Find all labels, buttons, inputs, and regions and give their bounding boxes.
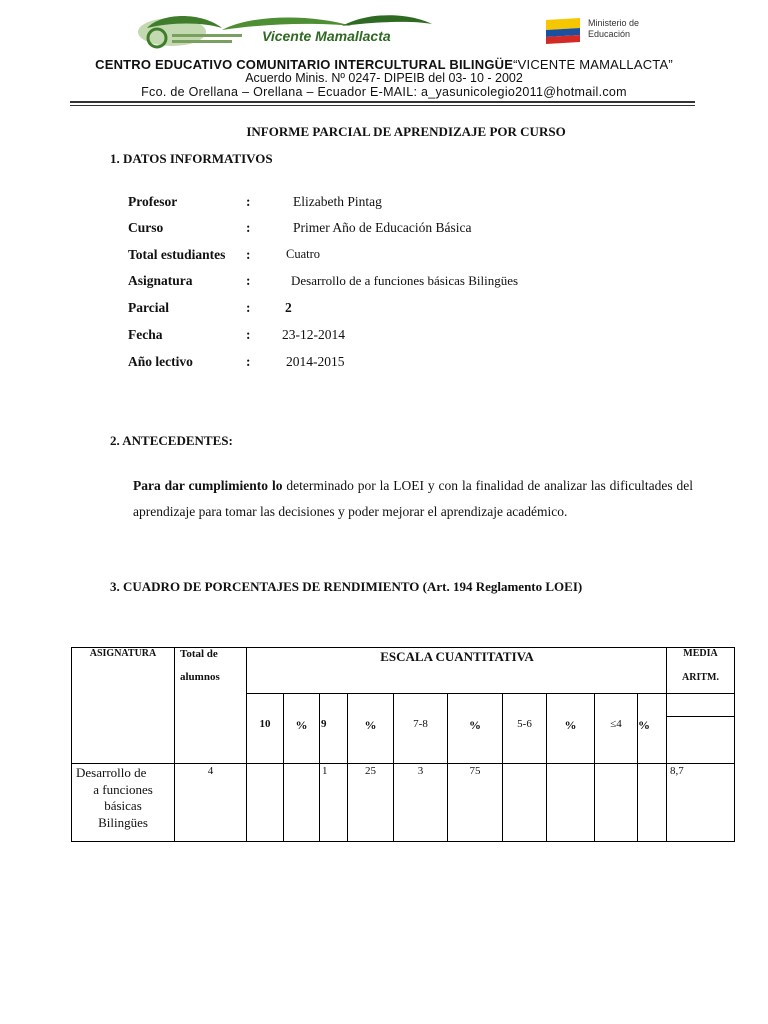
info-value: Elizabeth Pintag: [293, 194, 382, 209]
info-label: Año lectivo: [128, 354, 193, 369]
section-3-heading-tail: Art. 194 Reglamento LOEI): [426, 579, 583, 594]
report-title: INFORME PARCIAL DE APRENDIZAJE POR CURSO: [246, 124, 566, 139]
sub-header: 10: [259, 718, 271, 730]
section-3-heading-text: 3. CUADRO DE PORCENTAJES DE RENDIMIENTO (: [110, 579, 427, 594]
school-name-text: CENTRO EDUCATIVO COMUNITARIO INTERCULTURAL BILINGÜE: [95, 57, 514, 72]
row-subject: [76, 765, 170, 831]
row-subject-line: básicas: [104, 798, 142, 813]
row-cell: 3: [417, 765, 424, 777]
info-value: Primer Año de Educación Básica: [293, 220, 472, 235]
sub-header: ≤4: [610, 718, 622, 730]
sub-header: 7-8: [413, 718, 428, 730]
col-header-total-2: alumnos: [180, 671, 220, 683]
info-colon: :: [246, 247, 251, 262]
info-value: 2: [285, 300, 292, 315]
sub-header: %: [295, 718, 308, 732]
info-colon: :: [246, 327, 251, 342]
info-label: Curso: [128, 220, 164, 235]
row-subject-line: Bilingües: [98, 814, 148, 830]
agreement-line: Acuerdo Minis. Nº 0247- DIPEIB del 03- 10 - 2002: [245, 71, 523, 85]
section-2-heading: 2. ANTECEDENTES:: [110, 433, 233, 448]
info-value: 2014-2015: [286, 354, 345, 369]
info-colon: :: [246, 273, 251, 288]
school-name-quote: “VICENTE MAMALLACTA”: [513, 57, 673, 72]
row-cell: 1: [322, 765, 328, 777]
section-1-heading: 1. DATOS INFORMATIVOS: [110, 151, 273, 166]
sub-header: %: [469, 718, 481, 732]
row-cell: 25: [365, 765, 376, 777]
info-colon: :: [246, 220, 251, 235]
info-label: Fecha: [128, 327, 163, 342]
col-header-asignatura: ASIGNATURA: [89, 648, 157, 659]
info-label: Profesor: [128, 194, 178, 209]
sub-header: %: [564, 718, 577, 732]
info-label: Asignatura: [128, 273, 193, 288]
row-cell: 75: [469, 765, 481, 777]
sub-header: 9: [321, 718, 327, 730]
info-value: Desarrollo de a funciones básicas Bilingües: [291, 273, 519, 288]
paragraph-text: determinado por la LOEI y con la finalidad de analizar las dificultades del aprendizaje para tomar las decisiones y poder mejorar el aprendizaje académico.: [133, 478, 693, 519]
info-label: Total estudiantes: [128, 247, 226, 262]
info-label: Parcial: [128, 300, 169, 315]
col-header-media-1: MEDIA: [683, 648, 718, 659]
sub-header: 5-6: [517, 718, 532, 730]
sub-header: %: [364, 718, 377, 732]
info-colon: :: [246, 354, 251, 369]
school-logo-text: Vicente Mamallacta: [262, 28, 391, 44]
col-header-media-2: ARITM.: [682, 672, 719, 683]
info-colon: :: [246, 300, 251, 315]
info-value: Cuatro: [286, 247, 321, 261]
info-colon: :: [246, 194, 251, 209]
row-subject-line: Desarrollo de: [76, 765, 147, 780]
sub-header: %: [638, 718, 650, 732]
info-value: 23-12-2014: [282, 327, 345, 342]
row-media: 8,7: [670, 765, 684, 777]
paragraph-bold: Para dar cumplimiento lo: [133, 478, 283, 493]
row-total: 4: [207, 765, 214, 777]
ministry-logo-text: Ministerio de Educación: [588, 18, 640, 39]
address-line: Fco. de Orellana – Orellana – Ecuador E-MAIL: a_yasunicolegio2011@hotmail.com: [141, 85, 627, 99]
col-header-total-1: Total de: [180, 648, 218, 660]
row-subject-line: a funciones: [93, 781, 153, 797]
col-header-escala: ESCALA CUANTITATIVA: [380, 649, 534, 664]
